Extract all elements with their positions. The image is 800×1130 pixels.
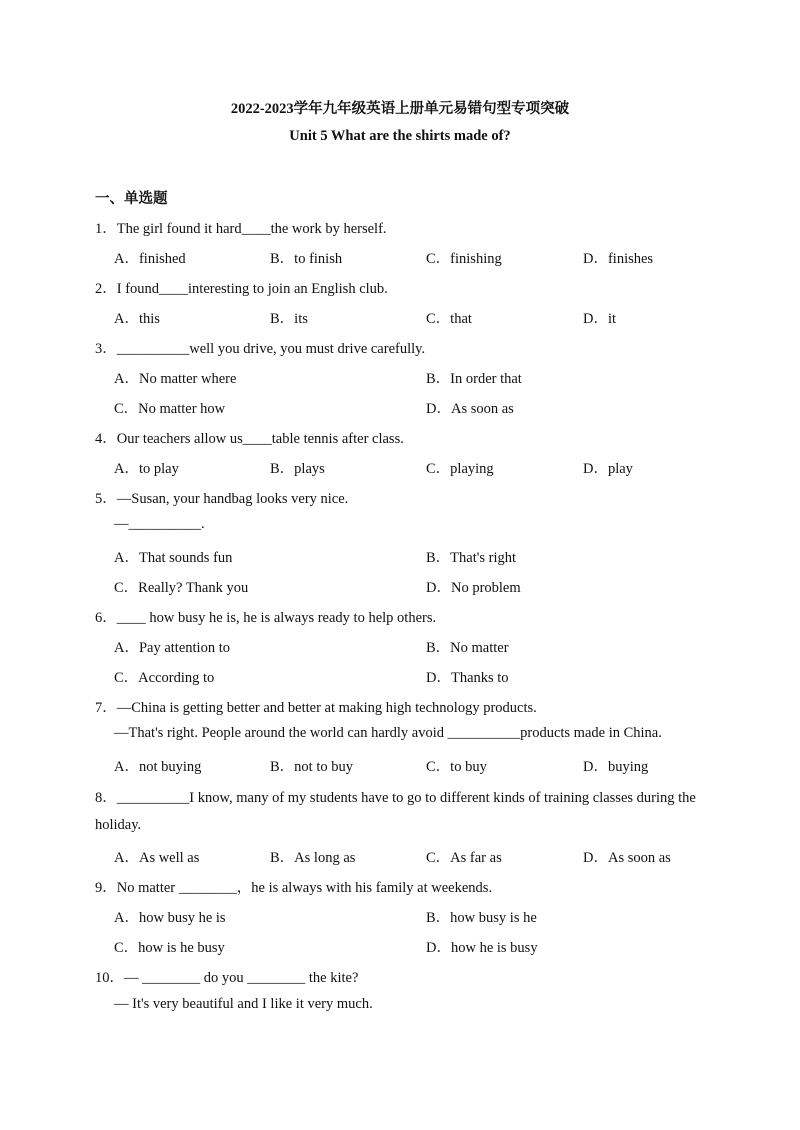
question-1-stem: 1．The girl found it hard____the work by herself. bbox=[95, 221, 387, 237]
question-6-option-c: C．According to bbox=[114, 670, 215, 686]
section-heading: 一、单选题 bbox=[95, 191, 168, 207]
question-5-option-a: A．That sounds fun bbox=[114, 550, 233, 566]
question-8-option-a: A．As well as bbox=[114, 850, 200, 866]
document-subtitle: Unit 5 What are the shirts made of? bbox=[289, 128, 511, 144]
question-5-reply: —__________. bbox=[114, 516, 205, 532]
question-4-option-b: B．plays bbox=[270, 461, 325, 477]
question-2-option-b: B．its bbox=[270, 311, 308, 327]
question-9-option-c: C．how is he busy bbox=[114, 940, 225, 956]
question-5-option-b: B．That's right bbox=[426, 550, 517, 566]
question-6-option-d: D．Thanks to bbox=[426, 670, 509, 686]
question-6-option-b: B．No matter bbox=[426, 640, 509, 656]
question-1-option-a: A．finished bbox=[114, 251, 186, 267]
question-1-option-c: C．finishing bbox=[426, 251, 502, 267]
question-2-stem: 2．I found____interesting to join an English club. bbox=[95, 281, 388, 297]
question-7-option-d: D．buying bbox=[583, 759, 649, 775]
question-4-stem: 4．Our teachers allow us____table tennis after class. bbox=[95, 431, 404, 447]
question-10-reply: — It's very beautiful and I like it very much. bbox=[114, 996, 373, 1012]
question-4-option-c: C．playing bbox=[426, 461, 494, 477]
question-7-option-c: C．to buy bbox=[426, 759, 487, 775]
question-3-option-a: A．No matter where bbox=[114, 371, 237, 387]
question-6-stem: 6．____ how busy he is, he is always ready to help others. bbox=[95, 610, 437, 626]
question-3-stem: 3．__________well you drive, you must drive carefully. bbox=[95, 341, 426, 357]
question-2-option-c: C．that bbox=[426, 311, 472, 327]
question-7-option-b: B．not to buy bbox=[270, 759, 353, 775]
question-10-stem: 10．— ________ do you ________ the kite? bbox=[95, 970, 359, 986]
question-8-option-b: B．As long as bbox=[270, 850, 356, 866]
question-1-option-d: D．finishes bbox=[583, 251, 654, 267]
document-title: 2022-2023学年九年级英语上册单元易错句型专项突破 bbox=[230, 101, 570, 117]
question-7-reply: —That's right. People around the world can hardly avoid __________products made in China. bbox=[114, 725, 662, 741]
question-9-stem: 9．No matter ________，he is always with his family at weekends. bbox=[95, 880, 493, 896]
question-8-option-d: D．As soon as bbox=[583, 850, 671, 866]
question-2-option-d: D．it bbox=[583, 311, 617, 327]
question-5-stem: 5．—Susan, your handbag looks very nice. bbox=[95, 491, 349, 507]
question-9-option-d: D．how he is busy bbox=[426, 940, 538, 956]
question-3-option-c: C．No matter how bbox=[114, 401, 226, 417]
question-2-option-a: A．this bbox=[114, 311, 160, 327]
question-9-option-b: B．how busy is he bbox=[426, 910, 537, 926]
question-3-option-b: B．In order that bbox=[426, 371, 522, 387]
question-7-option-a: A．not buying bbox=[114, 759, 202, 775]
question-8-option-c: C．As far as bbox=[426, 850, 502, 866]
question-4-option-d: D．play bbox=[583, 461, 633, 477]
question-7-stem: 7．—China is getting better and better at making high technology products. bbox=[95, 700, 537, 716]
question-3-option-d: D．As soon as bbox=[426, 401, 514, 417]
question-8-stem-continued: holiday. bbox=[95, 817, 142, 833]
question-1-option-b: B．to finish bbox=[270, 251, 343, 267]
question-5-option-d: D．No problem bbox=[426, 580, 521, 596]
question-9-option-a: A．how busy he is bbox=[114, 910, 226, 926]
question-4-option-a: A．to play bbox=[114, 461, 179, 477]
question-6-option-a: A．Pay attention to bbox=[114, 640, 230, 656]
question-5-option-c: C．Really? Thank you bbox=[114, 580, 249, 596]
question-8-stem: 8．__________I know, many of my students have to go to different kinds of training classes during the bbox=[95, 790, 696, 806]
